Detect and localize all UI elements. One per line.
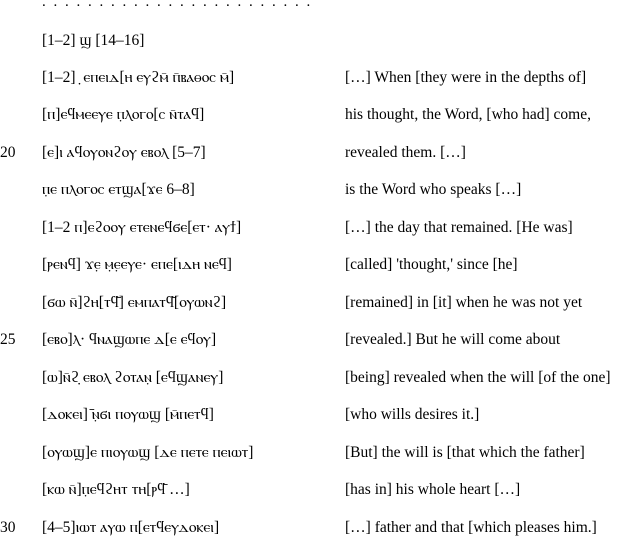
lacuna-dots: . . . . . . . . . . . . . . . . . . . . . . . . [42,0,313,10]
english-translation: [remained] in [it] when he was not yet [345,294,583,311]
text-line-9 [0,325,639,355]
coptic-text: [ϭⲱ ⲛ̄]ϩⲏ[ⲧϥ̄] ⲉⲙⲡⲁⲧϥ̄[ⲟⲩⲱⲛϩ] [42,294,227,311]
text-line-6 [0,213,639,243]
text-line-11 [0,400,639,430]
coptic-text: [ⲉⲃⲟ]ⲗ· ϥⲛⲁϣⲱⲡⲉ ⲇ[ⲉ ⲉϥⲟⲩ] [42,331,217,348]
english-translation: [being] revealed when the will [of the one] [345,369,611,386]
text-line-2 [0,63,639,93]
coptic-text: ⲡ̣ⲉ ⲡⲗⲟⲅⲟⲥ ⲉⲧϣⲁ[ϫⲉ 6–8] [42,181,195,198]
coptic-text: [1–2] ϣ [14–16] [42,32,145,49]
text-line-8 [0,288,639,318]
english-translation: [called] 'thought,' since [he] [345,256,518,273]
english-translation: is the Word who speaks […] [345,181,522,198]
line-number: 20 [0,144,16,161]
text-line-5 [0,175,639,205]
text-line-1 [0,26,639,56]
coptic-text: [1–2] ̣ ⲉⲡⲉⲓⲇ[ⲏ ⲉⲩϩⲙ̄ ⲡ̄ⲃⲁⲑⲟⲥ ⲙ̄] [42,69,235,86]
coptic-text: [ⲱ]ⲛ̄ϩ̣ ⲉⲃⲟⲗ ϩⲟⲧⲁⲛ̣ [ⲉϥϣⲁⲛⲉⲩ] [42,369,224,386]
coptic-text: [ⲣⲉⲛϥ] ϫⲉ̣ ⲙ̣ⲉ̣ⲉⲩⲉ· ⲉⲡⲉ[ⲓⲇⲏ ⲛⲉϥ] [42,256,232,273]
english-translation: […] father and that [which pleases him.] [345,519,597,536]
text-line-14 [0,513,639,543]
text-line-10 [0,363,639,393]
coptic-text: [ⲡ]ⲉϥⲙⲉⲉⲩⲉ ⲡ̣ⲗⲟⲅⲟ[ⲥ ⲛ̄ⲧⲁϥ] [42,106,205,123]
english-translation: […] the day that remained. [He was] [345,219,573,236]
coptic-text: [ⲉ]ⲓ ⲁϥⲟⲩⲟⲛϩⲟⲩ ⲉⲃⲟⲗ [5–7] [42,144,206,161]
line-number: 30 [0,519,16,536]
coptic-text: [ⲟⲩⲱϣ]ⲉ ⲡⲓⲟⲩⲱϣ [ⲇⲉ ⲡⲉⲧⲉ ⲡⲉⲓⲱⲧ] [42,444,254,461]
coptic-text: [4–5]ⲓⲱⲧ ⲁⲩⲱ ⲡ[ⲉⲧϥⲉⲩⲇⲟⲕⲉⲓ] [42,519,220,536]
english-translation: revealed them. […] [345,144,466,161]
coptic-text: [ⲕⲱ ⲛ̄]ⲡ̣ⲉϥϩⲏⲧ ⲧⲏ[ⲣϥ̄ …] [42,481,190,498]
text-line-13 [0,475,639,505]
english-translation: [who wills desires it.] [345,406,480,423]
english-translation: [revealed.] But he will come about [345,331,561,348]
coptic-text: [1–2 ⲡ]ⲉϩⲟⲟⲩ ⲉⲧⲉⲛⲉϥϭⲉ[ⲉⲧ· ⲁⲩϯ] [42,219,242,236]
english-translation: [But] the will is [that which the father] [345,444,585,461]
text-line-3 [0,100,639,130]
english-translation: […] When [they were in the depths of] [345,69,587,86]
text-line-12 [0,438,639,468]
coptic-text: [ⲇⲟⲕⲉⲓ] ̄ⲛ̣ϭⲓ ⲡⲟⲩⲱϣ [ⲙ̄ⲡⲉⲧϥ] [42,406,214,423]
text-line-7 [0,250,639,280]
english-translation: his thought, the Word, [who had] come, [345,106,591,123]
line-number: 25 [0,331,16,348]
english-translation: [has in] his whole heart […] [345,481,521,498]
text-line-4 [0,138,639,168]
